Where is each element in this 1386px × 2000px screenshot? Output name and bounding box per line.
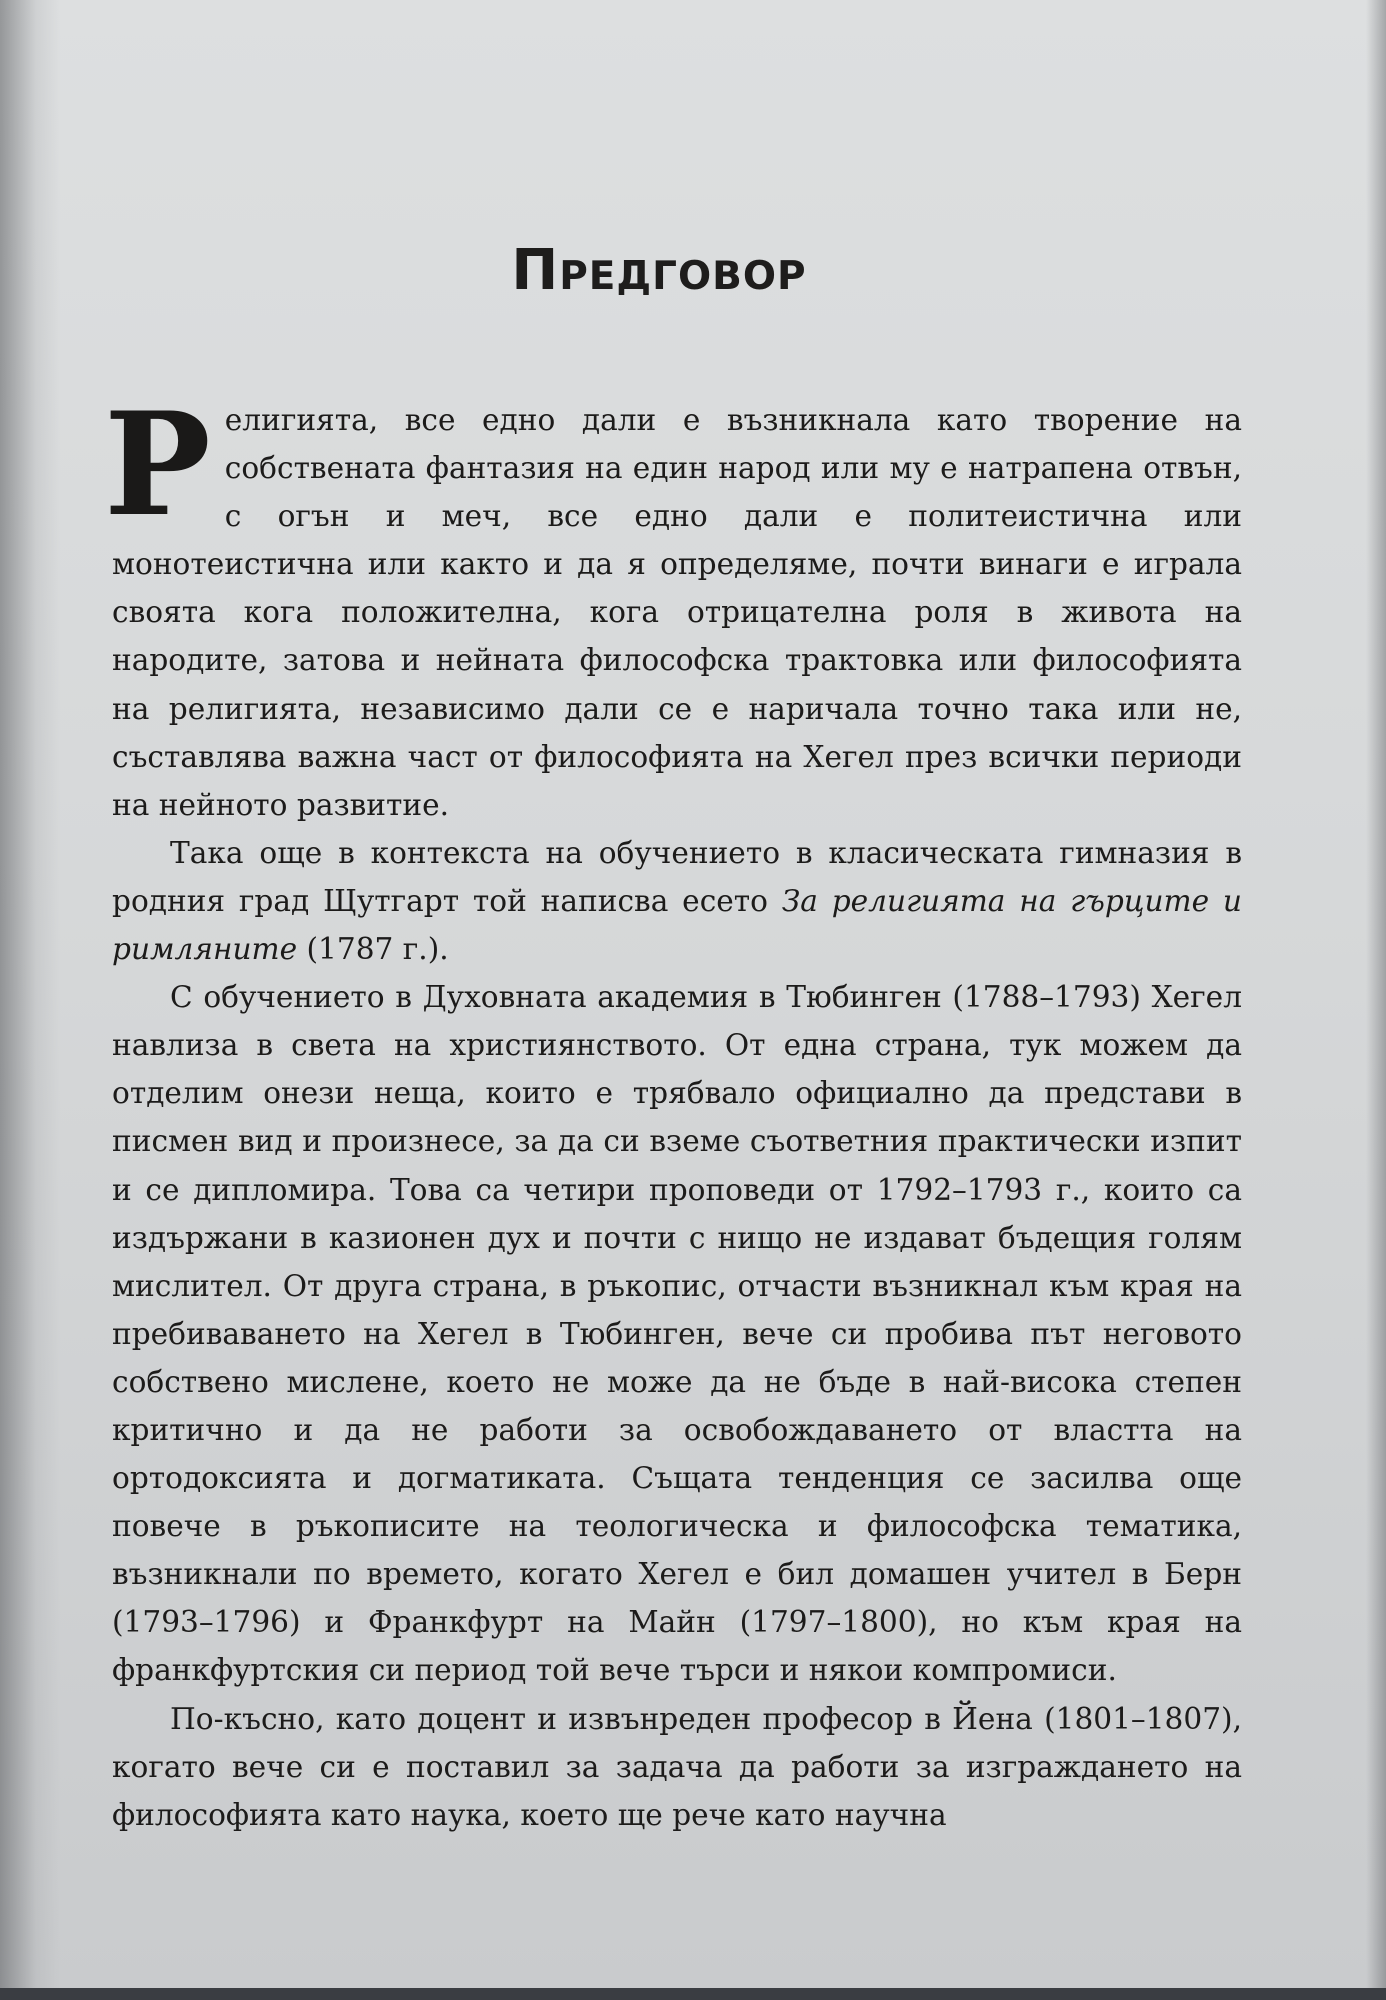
paragraph-2-text-a: Така още в контекста на обучението в класическата гимназия в родния град Щутгарт той написва есето: [112, 835, 1242, 918]
body-text: [104, 382, 1242, 1839]
paragraph-2: [112, 829, 1242, 973]
chapter-title: Предговор: [511, 238, 807, 303]
paragraph-4: По-късно, като доцент и извънреден професор в Йена (1801–1807), когато вече си е поставил за задача да работи за изграждането на философията като наука, което ще рече като научна: [112, 1701, 1242, 1832]
paragraph-2-text-b: (1787 г.).: [297, 932, 449, 967]
paragraph-1-text: елигията, все едно дали е възникнала като творение на собствената фантазия на един народ или му е натрапена отвън, с огън и меч, все едно дали е политеистична или монотеистична или както и да я определяме, почти винаги е играла своята кога положителна, кога отрицателна роля в живота на народите, затова и нейната философска трактовка или философията на религията, независимо дали се е наричала точно така или не, съставлява важна част от философията на Хегел през всички периоди на нейното развитие.: [112, 403, 1242, 822]
background-surface: [0, 1988, 1386, 2000]
drop-cap: Р: [104, 382, 211, 548]
essay-title: За религията на гърците и римляните: [112, 883, 1242, 967]
paragraph-3: С обучението в Духовната академия в Тюбинген (1788–1793) Хегел навлиза в света на християнството. От една страна, тук можем да отделим онези неща, които е трябвало официално да представи в писмен вид и произнесе, за да си вземе съответния практически изпит и се дипломира. Това са четири проповеди от 1792–1793 г., които са издържани в казионен дух и почти с нищо не издават бъдещия голям мислител. От друга страна, в ръкопис, отчасти възникнал към края на пребиваването на Хегел в Тюбинген, вече си пробива път неговото собствено мислене, което не може да не бъде в най-висока степен критично и да не работи за освобождаването от властта на ортодоксията и догматиката. Същата тенденция се засилва още повече в ръкописите на теологическа и философска тематика, възникнали по времето, когато Хегел е бил домашен учител в Берн (1793–1796) и Франкфурт на Майн (1797–1800), но към края на франкфуртския си период той вече търси и някои компромиси.: [112, 980, 1242, 1688]
page-edge-shadow: [1366, 0, 1386, 1988]
paragraph-1: [104, 382, 1242, 829]
